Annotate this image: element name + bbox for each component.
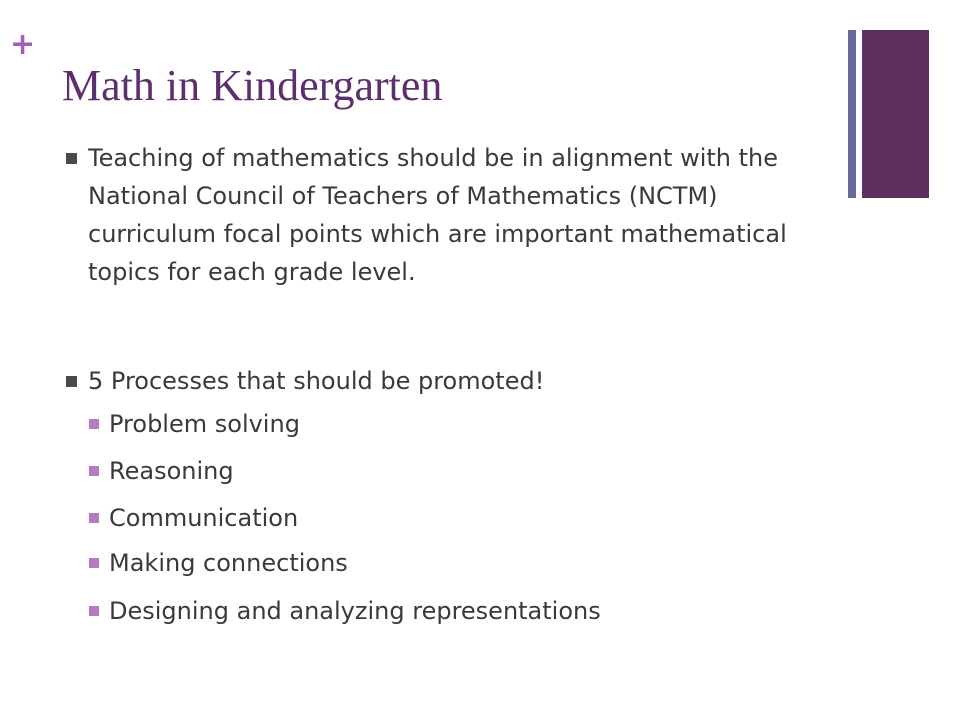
sub-bullet-square-icon (89, 466, 99, 476)
bullet-text: Teaching of mathematics should be in alignment with the National Council of Teachers of Mathematics (NCTM) curriculum focal points which are important mathematical topics for each grade level. (88, 144, 787, 286)
sub-bullet-text: Reasoning (109, 457, 234, 485)
sub-bullet-reasoning (89, 454, 234, 488)
slide-title: Math in Kindergarten (62, 61, 443, 110)
sub-bullet-square-icon (89, 606, 99, 616)
sub-bullet-problem-solving (89, 407, 300, 441)
sub-bullet-square-icon (89, 419, 99, 429)
sub-bullet-designing-representations (89, 594, 601, 628)
plus-icon: + (10, 27, 36, 62)
bullet-text: 5 Processes that should be promoted! (88, 367, 545, 395)
bullet-square-icon (66, 376, 77, 387)
sub-bullet-text: Communication (109, 504, 299, 532)
sub-bullet-text: Designing and analyzing representations (109, 597, 601, 625)
sub-bullet-making-connections (89, 546, 348, 580)
bullet-processes (66, 362, 811, 400)
sub-bullet-communication (89, 501, 298, 535)
sub-bullet-text: Problem solving (109, 410, 300, 438)
sub-bullet-square-icon (89, 513, 99, 523)
decorative-bar-thin (848, 30, 856, 198)
sub-bullet-text: Making connections (109, 549, 348, 577)
decorative-bar-thick (862, 30, 929, 198)
bullet-square-icon (66, 153, 77, 164)
bullet-alignment (66, 139, 811, 291)
sub-bullet-square-icon (89, 558, 99, 568)
